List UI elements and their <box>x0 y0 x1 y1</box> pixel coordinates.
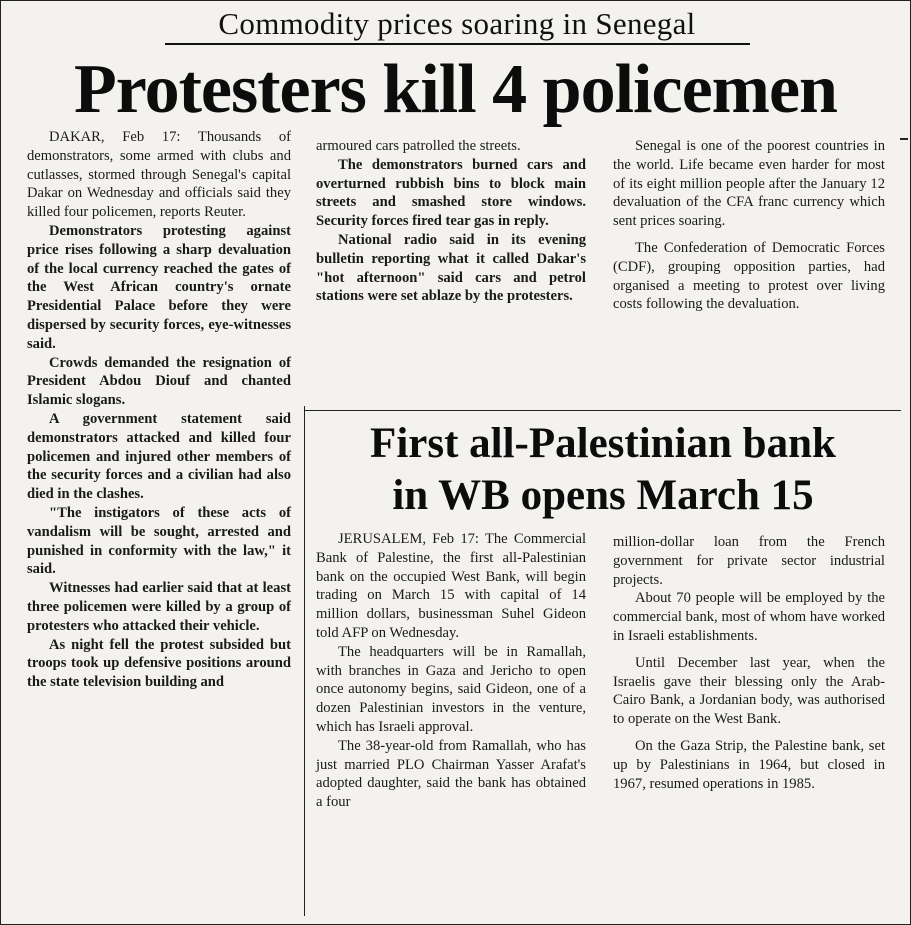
second-headline-line-2: in WB opens March 15 <box>392 472 814 519</box>
story1-column-3 <box>613 137 885 407</box>
story2-paragraph: million-dollar loan from the French government for private sector industrial projects. <box>613 534 885 588</box>
story1-column-1 <box>27 128 291 918</box>
story2-paragraph: Until December last year, when the Israelis gave their blessing only the Arab-Cairo Bank, a Jordanian body, was authorised to operate on the West Bank. <box>613 654 885 728</box>
story1-paragraph: The demonstrators burned cars and overturned rubbish bins to block main streets and smashed store windows. Security forces fired tear gas in reply. <box>316 156 586 230</box>
kicker-underline <box>165 43 750 45</box>
story2-paragraph: About 70 people will be employed by the commercial bank, most of whom have worked in Israeli establishments. <box>613 590 885 644</box>
story1-paragraph: DAKAR, Feb 17: Thousands of demonstrators, some armed with clubs and cutlasses, stormed through Senegal's capital Dakar on Wednesday and officials said they killed four policemen, reports Reuter. <box>27 129 291 221</box>
story2-column-2 <box>613 533 885 916</box>
story1-paragraph: The Confederation of Democratic Forces (CDF), grouping opposition parties, had organised a meeting to protest over living costs following the devaluation. <box>613 239 885 313</box>
story1-paragraph: Witnesses had earlier said that at least three policemen were killed by a group of protesters who attacked their vehicle. <box>27 580 291 634</box>
story1-column-2 <box>316 137 586 407</box>
story1-paragraph: Crowds demanded the resignation of President Abdou Diouf and chanted Islamic slogans. <box>27 354 291 409</box>
second-headline-line-1: First all-Palestinian bank <box>370 420 836 467</box>
story2-column-1 <box>316 530 586 916</box>
story2-paragraph: The 38-year-old from Ramallah, who has just married PLO Chairman Yasser Arafat's adopted daughter, said the bank has obtained a four <box>316 737 586 811</box>
story2-paragraph: On the Gaza Strip, the Palestine bank, set up by Palestinians in 1964, but closed in 1967, resumed operations in 1985. <box>613 737 885 792</box>
story2-paragraph: The headquarters will be in Ramallah, with branches in Gaza and Jericho to open once autonomy begins, said Gideon, one of a dozen Palestinian investors in the venture, which has Israeli approval. <box>316 643 586 735</box>
story1-paragraph: National radio said in its evening bulletin reporting what it called Dakar's "hot afternoon" said cars and petrol stations were set ablaze by the protesters. <box>316 231 586 305</box>
story-divider <box>305 410 901 411</box>
story1-paragraph: Demonstrators protesting against price rises following a sharp devaluation of the local currency reached the gates of the West African country's ornate Presidential Palace before they were dispersed by security forces, eye-witnesses said. <box>27 222 291 352</box>
story1-paragraph: "The instigators of these acts of vandalism will be sought, arrested and punished in conformity with the law," it said. <box>27 504 291 578</box>
story2-paragraph: JERUSALEM, Feb 17: The Commercial Bank of Palestine, the first all-Palestinian bank on the occupied West Bank, will begin trading on March 15 with capital of 14 million dollars, businessman Suhel Gideon told AFP on Wednesday. <box>316 531 586 641</box>
story1-paragraph: armoured cars patrolled the streets. <box>316 138 521 154</box>
story1-paragraph: Senegal is one of the poorest countries in the world. Life became even harder for most of its eight million people after the January 12 devaluation of the CFA franc currency which sent prices soaring. <box>613 138 885 230</box>
second-headline <box>305 418 901 528</box>
main-headline: Protesters kill 4 policemen <box>74 51 837 128</box>
edge-mark <box>900 138 908 140</box>
kicker-headline: Commodity prices soaring in Senegal <box>218 6 696 41</box>
story1-paragraph: A government statement said demonstrators attacked and killed four policemen and injured other members of the security forces and a civilian had also died in the clashes. <box>27 410 291 503</box>
story1-paragraph: As night fell the protest subsided but troops took up defensive positions around the state television building and <box>27 636 291 691</box>
